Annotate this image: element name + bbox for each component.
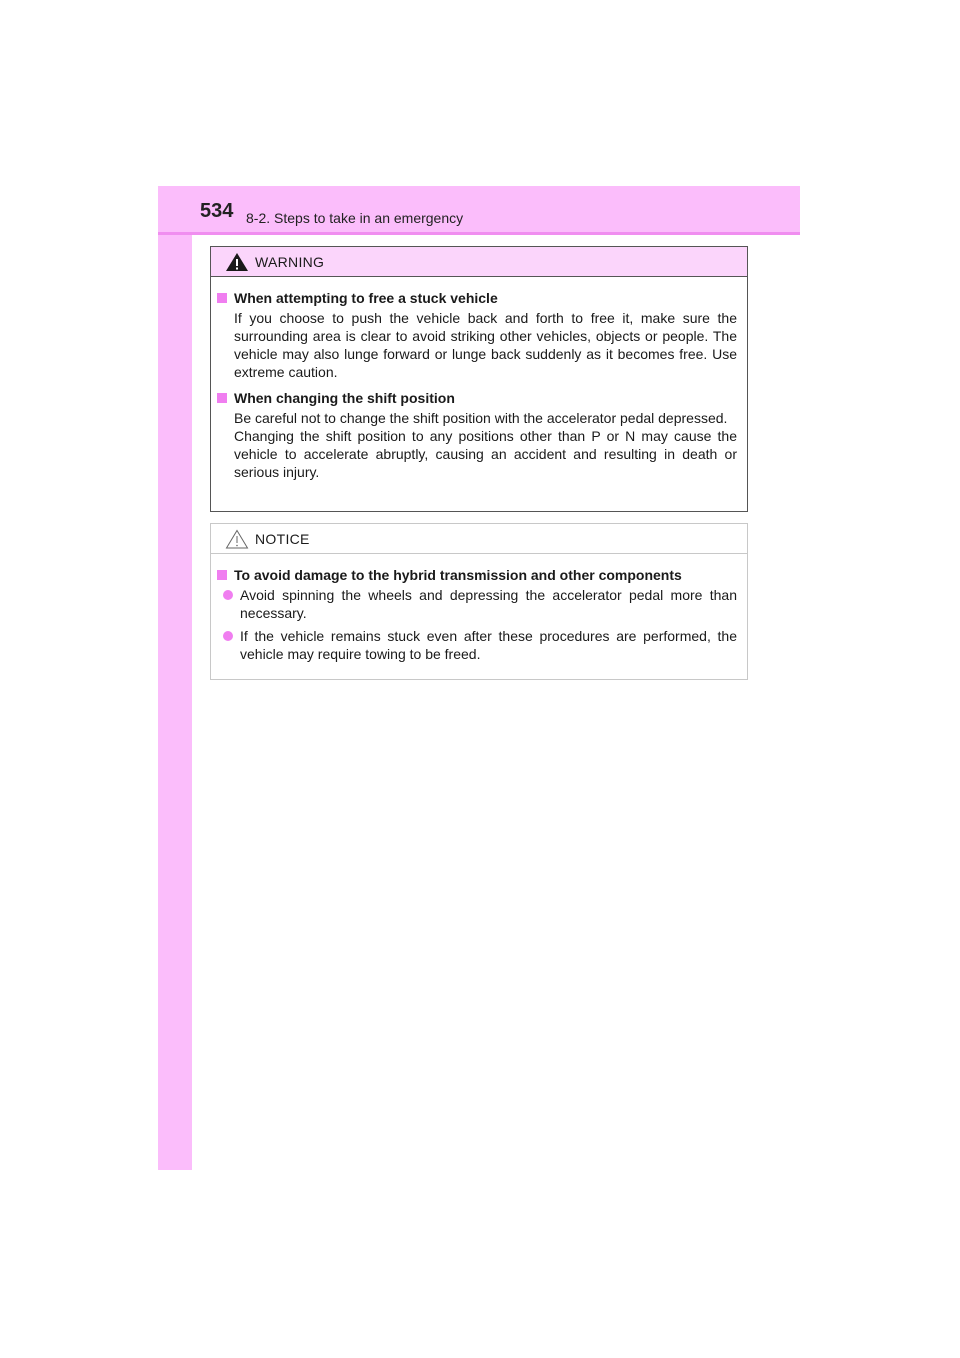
page-number: 534 [200,200,234,222]
notice-box [210,523,748,680]
list-item-text: If the vehicle remains stuck even after these procedures are performed, the vehicle may require towing to be freed. [240,628,737,662]
warning-box [210,246,748,512]
section-title: 8-2. Steps to take in an emergency [246,210,464,226]
warning-section-shift-position [217,389,737,481]
section-heading: To avoid damage to the hybrid transmission and other components [234,567,682,583]
round-bullet-icon [223,631,233,641]
notice-title: NOTICE [255,530,310,547]
section-heading: When attempting to free a stuck vehicle [234,290,498,306]
warning-section-stuck-vehicle [217,289,737,381]
square-bullet-icon [217,393,227,403]
square-bullet-icon [217,293,227,303]
warning-title: WARNING [255,253,325,270]
round-bullet-icon [223,590,233,600]
notice-header [211,524,747,554]
section-paragraph: If you choose to push the vehicle back and forth to free it, make sure the surrounding area is clear to avoid striking other vehicles, objects or people. The vehicle may also lunge forward or lunge back suddenly as it becomes free. Use extreme caution. [234,310,737,380]
section-paragraph: Be careful not to change the shift position with the accelerator pedal depressed. [234,410,728,426]
list-item-text: Avoid spinning the wheels and depressing the accelerator pedal more than necessary. [240,587,737,621]
notice-section-damage [217,566,737,663]
section-heading: When changing the shift position [234,390,455,406]
square-bullet-icon [217,570,227,580]
warning-header [211,247,747,277]
list-item [217,586,737,622]
header-rule [158,232,800,235]
section-paragraph: Changing the shift position to any positions other than P or N may cause the vehicle to accelerate abruptly, causing an accident and resulting in death or serious injury. [234,428,737,480]
side-color-strip [158,186,192,1170]
list-item [217,627,737,663]
notice-triangle-icon [225,529,249,549]
warning-triangle-icon [225,252,249,272]
